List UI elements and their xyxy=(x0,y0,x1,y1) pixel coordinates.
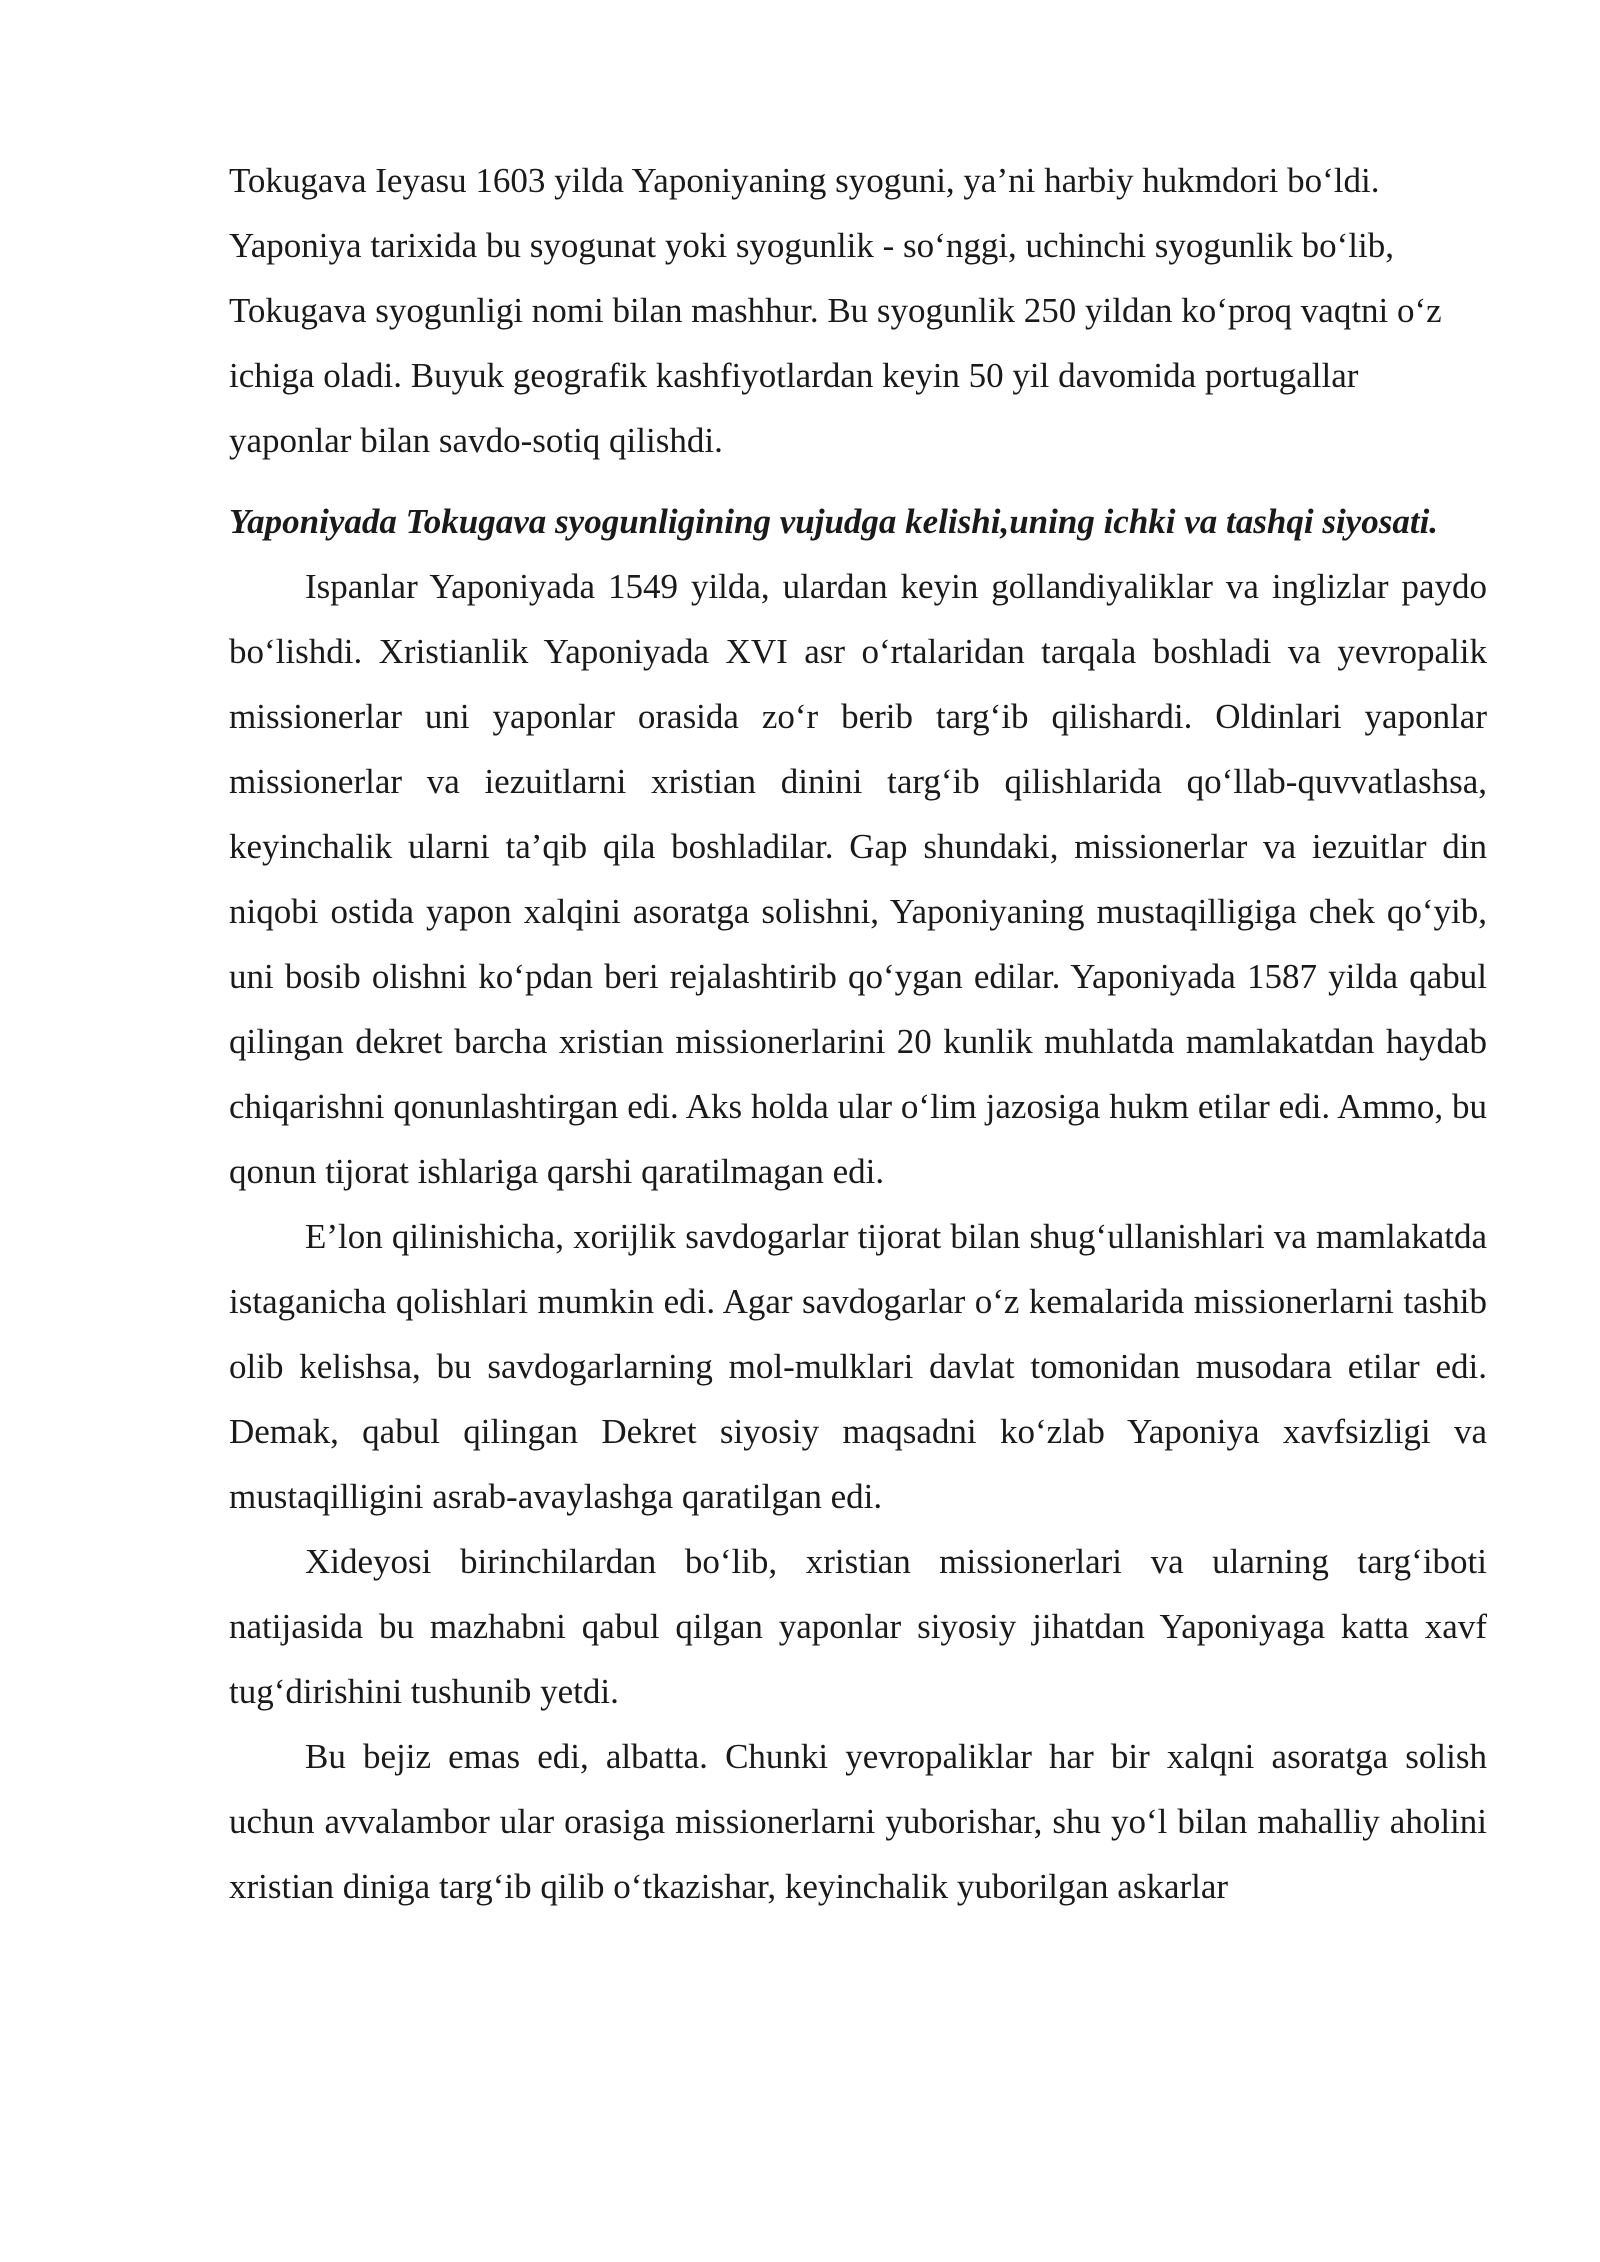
body-paragraph: E’lon qilinishicha, xorijlik savdogarlar tijorat bilan shug‘ullanishlari va mamlakatda istaganicha qolishlari mumkin edi. Agar savdogarlar o‘z kemalarida missionerlarni tashib olib kelishsa, bu savdogarlarning mol-mulklari davlat tomonidan musodara etilar edi. Demak, qabul qilingan Dekret siyosiy maqsadni ko‘zlab Yaponiya xavfsizligi va mustaqilligini asrab-avaylashga qaratilgan edi. xyxy=(229,1217,1487,1516)
section-heading: Yaponiyada Tokugava syogunligining vujudga kelishi,uning ichki va tashqi siyosati. xyxy=(229,502,1439,541)
document-body xyxy=(229,148,1487,1919)
body-paragraph: Xideyosi birinchilardan bo‘lib, xristian missionerlari va ularning targ‘iboti natijasida bu mazhabni qabul qilgan yaponlar siyosiy jihatdan Yaponiyaga katta xavf tug‘dirishini tushunib yetdi. xyxy=(229,1542,1487,1711)
intro-paragraph: Tokugava Ieyasu 1603 yilda Yaponiyaning syoguni, ya’ni harbiy hukmdori bo‘ldi. Yaponiya tarixida bu syogunat yoki syogunlik - so‘nggi, uchinchi syogunlik bo‘lib, Tokugava syogunligi nomi bilan mashhur. Bu syogunlik 250 yildan ko‘proq vaqtni o‘z ichiga oladi. Buyuk geografik kashfiyotlardan keyin 50 yil davomida portugallar yaponlar bilan savdo-sotiq qilishdi. xyxy=(229,161,1442,460)
body-paragraph: Bu bejiz emas edi, albatta. Chunki yevropaliklar har bir xalqni asoratga solish uchun avvalambor ular orasiga missionerlarni yuborishar, shu yo‘l bilan mahalliy aholini xristian diniga targ‘ib qilib o‘tkazishar, keyinchalik yuborilgan askarlar xyxy=(229,1737,1487,1906)
body-paragraph: Ispanlar Yaponiyada 1549 yilda, ulardan keyin gollandiyaliklar va inglizlar paydo bo‘lishdi. Xristianlik Yaponiyada XVI asr o‘rtalaridan tarqala boshladi va yevropalik missionerlar uni yaponlar orasida zo‘r berib targ‘ib qilishardi. Oldinlari yaponlar missionerlar va iezuitlarni xristian dinini targ‘ib qilishlarida qo‘llab-quvvatlashsa, keyinchalik ularni ta’qib qila boshladilar. Gap shundaki, missionerlar va iezuitlar din niqobi ostida yapon xalqini asoratga solishni, Yaponiyaning mustaqilligiga chek qo‘yib, uni bosib olishni ko‘pdan beri rejalashtirib qo‘ygan edilar. Yaponiyada 1587 yilda qabul qilingan dekret barcha xristian missionerlarini 20 kunlik muhlatda mamlakatdan haydab chiqarishni qonunlashtirgan edi. Aks holda ular o‘lim jazosiga hukm etilar edi. Ammo, bu qonun tijorat ishlariga qarshi qaratilmagan edi. xyxy=(229,567,1487,1191)
